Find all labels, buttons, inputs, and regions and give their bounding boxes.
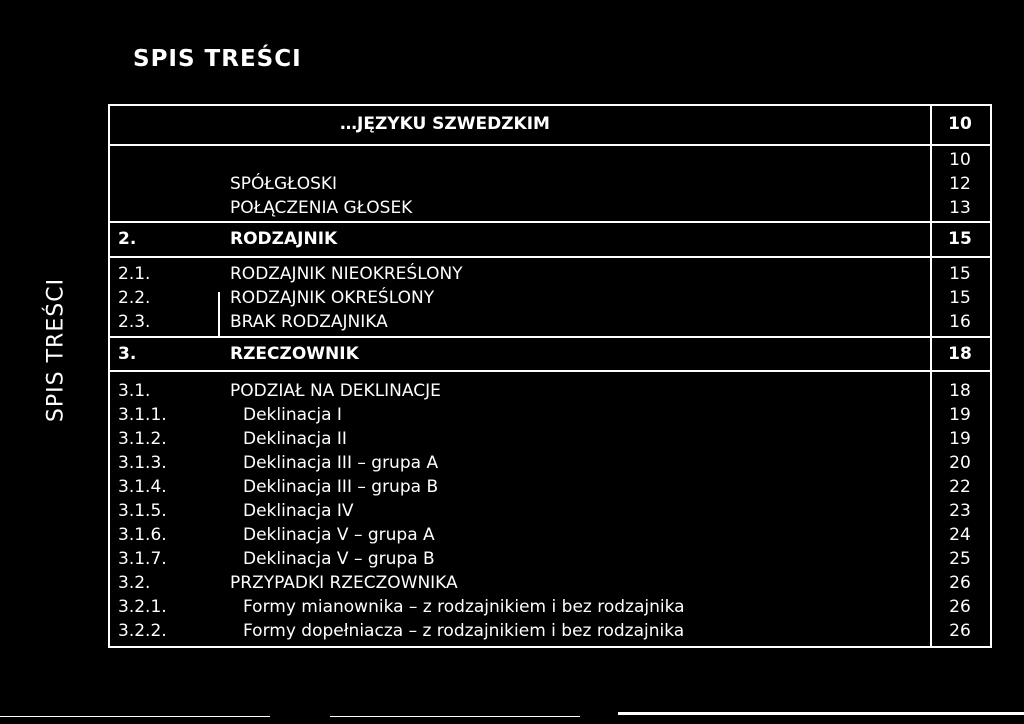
toc-title: Deklinacja IV bbox=[243, 501, 354, 521]
toc-row[interactable] bbox=[108, 475, 988, 499]
toc-row[interactable] bbox=[108, 571, 988, 595]
toc-page: 18 bbox=[948, 344, 972, 364]
toc-title: RODZAJNIK NIEOKREŚLONY bbox=[230, 264, 463, 284]
toc-divider bbox=[108, 144, 990, 146]
toc-divider bbox=[108, 221, 990, 223]
toc-row[interactable] bbox=[108, 523, 988, 547]
side-label-text: SPIS TREŚCI bbox=[43, 277, 69, 423]
toc-row-chapter-3[interactable] bbox=[108, 342, 988, 366]
toc-row[interactable] bbox=[108, 595, 988, 619]
toc-number: 3.2.1. bbox=[118, 597, 167, 617]
toc-title: RODZAJNIK bbox=[230, 229, 338, 249]
toc-row-chapter-2[interactable] bbox=[108, 227, 988, 251]
toc-row[interactable] bbox=[108, 310, 988, 334]
toc-title: Formy mianownika – z rodzajnikiem i bez rodzajnika bbox=[243, 597, 685, 617]
toc-title: Deklinacja V – grupa B bbox=[243, 549, 435, 569]
toc-page: 25 bbox=[949, 549, 971, 569]
toc-row[interactable] bbox=[108, 148, 988, 172]
toc-title: PODZIAŁ NA DEKLINACJE bbox=[230, 381, 441, 401]
toc-page: 24 bbox=[949, 525, 971, 545]
toc-number: 3.1.1. bbox=[118, 405, 167, 425]
toc-number: 3.1.5. bbox=[118, 501, 167, 521]
toc-number: 2.2. bbox=[118, 288, 151, 308]
toc-title: Formy dopełniacza – z rodzajnikiem i bez rodzajnika bbox=[243, 621, 685, 641]
toc-page: 12 bbox=[949, 174, 971, 194]
toc-page: 26 bbox=[949, 621, 971, 641]
toc-page: 19 bbox=[949, 405, 971, 425]
toc-row[interactable] bbox=[108, 403, 988, 427]
toc-title: Deklinacja I bbox=[243, 405, 342, 425]
toc-page: 10 bbox=[949, 150, 971, 170]
toc-row[interactable] bbox=[108, 427, 988, 451]
toc-title: PRZYPADKI RZECZOWNIKA bbox=[230, 573, 458, 593]
toc-title: RODZAJNIK OKREŚLONY bbox=[230, 288, 435, 308]
toc-row[interactable] bbox=[108, 379, 988, 403]
toc-row[interactable] bbox=[108, 262, 988, 286]
toc-page: 19 bbox=[949, 429, 971, 449]
bottom-rule bbox=[0, 716, 270, 717]
toc-title: RZECZOWNIK bbox=[230, 344, 359, 364]
toc-page: 15 bbox=[948, 229, 972, 249]
toc-row[interactable] bbox=[108, 196, 988, 220]
toc-number: 2.1. bbox=[118, 264, 151, 284]
toc-page: 20 bbox=[949, 453, 971, 473]
toc-title: SPÓŁGŁOSKI bbox=[230, 174, 338, 194]
toc-page: 15 bbox=[949, 288, 971, 308]
toc-row-chapter-1[interactable] bbox=[108, 112, 988, 136]
toc-number: 3.2.2. bbox=[118, 621, 167, 641]
toc-page: 22 bbox=[949, 477, 971, 497]
bottom-rule bbox=[618, 712, 1024, 715]
toc-page: 23 bbox=[949, 501, 971, 521]
toc-page: 10 bbox=[948, 114, 972, 134]
toc-row[interactable] bbox=[108, 286, 988, 310]
table-of-contents bbox=[108, 104, 992, 648]
toc-number: 3.1.6. bbox=[118, 525, 167, 545]
toc-top-border bbox=[108, 104, 990, 106]
toc-number: 3.2. bbox=[118, 573, 151, 593]
toc-title: Deklinacja III – grupa B bbox=[243, 477, 439, 497]
toc-page: 26 bbox=[949, 573, 971, 593]
toc-number: 3. bbox=[118, 344, 137, 364]
toc-divider bbox=[108, 256, 990, 258]
toc-title: POŁĄCZENIA GŁOSEK bbox=[230, 198, 413, 218]
page-title: SPIS TREŚCI bbox=[133, 46, 302, 72]
toc-row[interactable] bbox=[108, 547, 988, 571]
side-label bbox=[26, 270, 86, 430]
toc-title: BRAK RODZAJNIKA bbox=[230, 312, 388, 332]
toc-page: 26 bbox=[949, 597, 971, 617]
toc-number: 3.1. bbox=[118, 381, 151, 401]
toc-title: Deklinacja V – grupa A bbox=[243, 525, 435, 545]
toc-page: 16 bbox=[949, 312, 971, 332]
toc-page: 13 bbox=[949, 198, 971, 218]
toc-row[interactable] bbox=[108, 451, 988, 475]
toc-title: Deklinacja III – grupa A bbox=[243, 453, 439, 473]
toc-title: Deklinacja II bbox=[243, 429, 347, 449]
toc-number: 3.1.4. bbox=[118, 477, 167, 497]
toc-number: 2. bbox=[118, 229, 137, 249]
toc-number: 3.1.3. bbox=[118, 453, 167, 473]
toc-row[interactable] bbox=[108, 172, 988, 196]
toc-page: 15 bbox=[949, 264, 971, 284]
toc-number: 3.1.2. bbox=[118, 429, 167, 449]
toc-row[interactable] bbox=[108, 499, 988, 523]
toc-divider bbox=[108, 336, 990, 338]
toc-number: 3.1.7. bbox=[118, 549, 167, 569]
toc-number: 2.3. bbox=[118, 312, 151, 332]
toc-row[interactable] bbox=[108, 619, 988, 643]
bottom-rule bbox=[330, 716, 580, 717]
toc-title: …JĘZYKU SZWEDZKIM bbox=[340, 114, 550, 134]
toc-divider bbox=[108, 370, 990, 372]
toc-page: 18 bbox=[949, 381, 971, 401]
